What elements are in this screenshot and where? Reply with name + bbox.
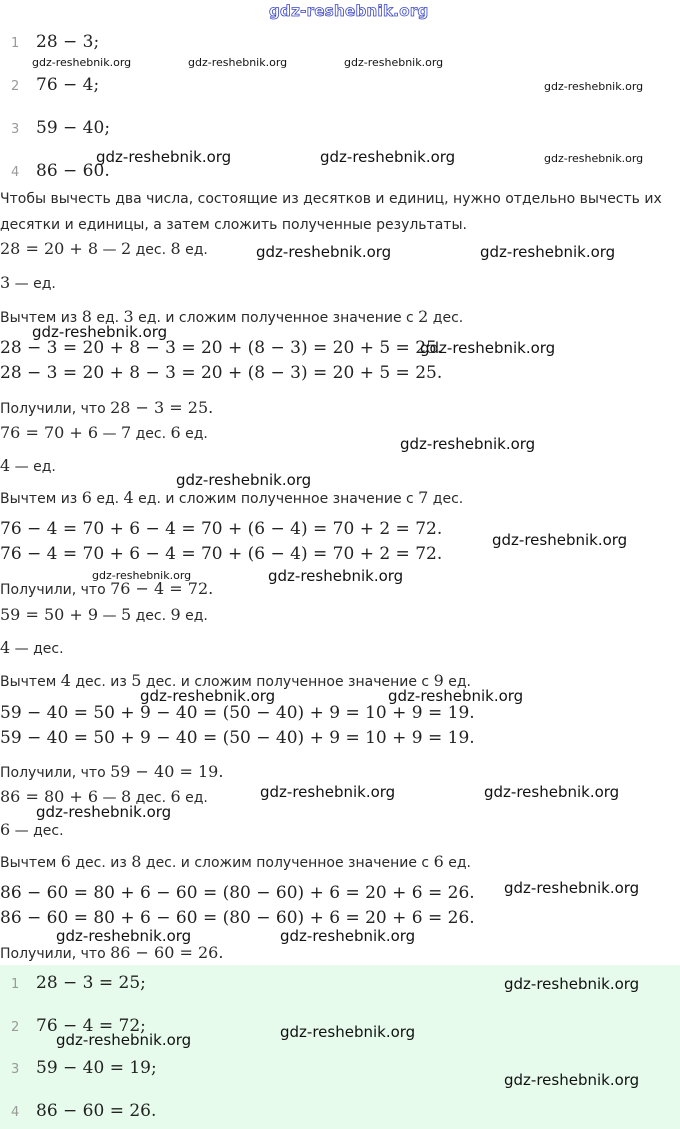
subtrahend-line: 3 — ед. [0,273,56,292]
watermark: gdz-reshebnik.org [280,1023,416,1041]
decomposition-line: 76 = 70 + 6 — 7 дес. 6 ед. [0,423,208,442]
calculation-line-repeat: 86 − 60 = 80 + 6 − 60 = (80 − 60) + 6 = 20 + 6 = 26. [0,908,475,928]
watermark: gdz-reshebnik.org [36,803,172,821]
explanation-line: Вычтем 6 дес. из 8 дес. и сложим полученное значение с 6 ед. [0,852,471,871]
calculation-line: 28 − 3 = 20 + 8 − 3 = 20 + (8 − 3) = 20 + 5 = 25. [0,338,443,358]
watermark: gdz-reshebnik.org [32,56,132,69]
answer-number-3: 3 [11,1062,20,1077]
watermark: gdz-reshebnik.org [484,783,620,801]
decomposition-line: 59 = 50 + 9 — 5 дес. 9 ед. [0,605,208,624]
watermark: gdz-reshebnik.org [256,243,392,261]
calculation-line-repeat: 28 − 3 = 20 + 8 − 3 = 20 + (8 − 3) = 20 + 5 = 25. [0,363,443,383]
answer-expression-1: 28 − 3 = 25; [36,973,146,993]
watermark: gdz-reshebnik.org [492,531,628,549]
answer-expression-4: 86 − 60 = 26. [36,1101,157,1121]
watermark: gdz-reshebnik.org [56,1031,192,1049]
watermark: gdz-reshebnik.org [188,56,288,69]
watermark: gdz-reshebnik.org [32,323,168,341]
task-number-3: 3 [11,122,20,137]
watermark: gdz-reshebnik.org [388,687,524,705]
watermark: gdz-reshebnik.org [320,148,456,166]
site-watermark-header: gdz-reshebnik.org [269,2,429,20]
watermark: gdz-reshebnik.org [544,80,644,93]
result-line: Получили, что 86 − 60 = 26. [0,943,224,962]
watermark: gdz-reshebnik.org [268,567,404,585]
calculation-line: 76 − 4 = 70 + 6 − 4 = 70 + (6 − 4) = 70 + 2 = 72. [0,519,443,539]
watermark: gdz-reshebnik.org [544,152,644,165]
watermark: gdz-reshebnik.org [480,243,616,261]
task-number-2: 2 [11,79,20,94]
calculation-line-repeat: 59 − 40 = 50 + 9 − 40 = (50 − 40) + 9 = 10 + 9 = 19. [0,728,475,748]
result-line: Получили, что 76 − 4 = 72. [0,579,214,598]
watermark: gdz-reshebnik.org [280,927,416,945]
watermark: gdz-reshebnik.org [96,148,232,166]
task-number-1: 1 [11,36,20,51]
watermark: gdz-reshebnik.org [344,56,444,69]
watermark: gdz-reshebnik.org [504,975,640,993]
calculation-line-repeat: 76 − 4 = 70 + 6 − 4 = 70 + (6 − 4) = 70 + 2 = 72. [0,544,443,564]
task-expression-3: 59 − 40; [36,118,111,138]
watermark: gdz-reshebnik.org [260,783,396,801]
task-number-4: 4 [11,165,20,180]
watermark: gdz-reshebnik.org [56,927,192,945]
answer-number-1: 1 [11,977,20,992]
subtrahend-line: 4 — дес. [0,638,64,657]
answer-number-4: 4 [11,1105,20,1120]
result-line: Получили, что 28 − 3 = 25. [0,398,214,417]
watermark: gdz-reshebnik.org [504,879,640,897]
rule-paragraph: Чтобы вычесть два числа, состоящие из десятков и единиц, нужно отдельно вычесть их десятки и единицы, а затем сложить полученные результаты. [0,191,662,233]
task-expression-1: 28 − 3; [36,32,100,52]
watermark: gdz-reshebnik.org [176,471,312,489]
watermark: gdz-reshebnik.org [140,687,276,705]
explanation-line: Вычтем 4 дес. из 5 дес. и сложим полученное значение с 9 ед. [0,671,471,690]
watermark: gdz-reshebnik.org [420,339,556,357]
answer-number-2: 2 [11,1020,20,1035]
watermark: gdz-reshebnik.org [504,1071,640,1089]
explanation-line: Вычтем из 8 ед. 3 ед. и сложим полученное значение с 2 дес. [0,307,464,326]
watermark: gdz-reshebnik.org [400,435,536,453]
subtrahend-line: 4 — ед. [0,456,56,475]
explanation-line: Вычтем из 6 ед. 4 ед. и сложим полученное значение с 7 дес. [0,488,464,507]
calculation-line: 86 − 60 = 80 + 6 − 60 = (80 − 60) + 6 = 20 + 6 = 26. [0,883,475,903]
subtrahend-line: 6 — дес. [0,820,64,839]
task-expression-2: 76 − 4; [36,75,100,95]
answer-expression-3: 59 − 40 = 19; [36,1058,157,1078]
answer-expression-2: 76 − 4 = 72; [36,1016,146,1036]
watermark: gdz-reshebnik.org [92,569,192,582]
task-expression-4: 86 − 60. [36,161,110,181]
decomposition-line: 86 = 80 + 6 — 8 дес. 6 ед. [0,787,208,806]
result-line: Получили, что 59 − 40 = 19. [0,762,224,781]
calculation-line: 59 − 40 = 50 + 9 − 40 = (50 − 40) + 9 = 10 + 9 = 19. [0,703,475,723]
decomposition-line: 28 = 20 + 8 — 2 дес. 8 ед. [0,239,208,258]
